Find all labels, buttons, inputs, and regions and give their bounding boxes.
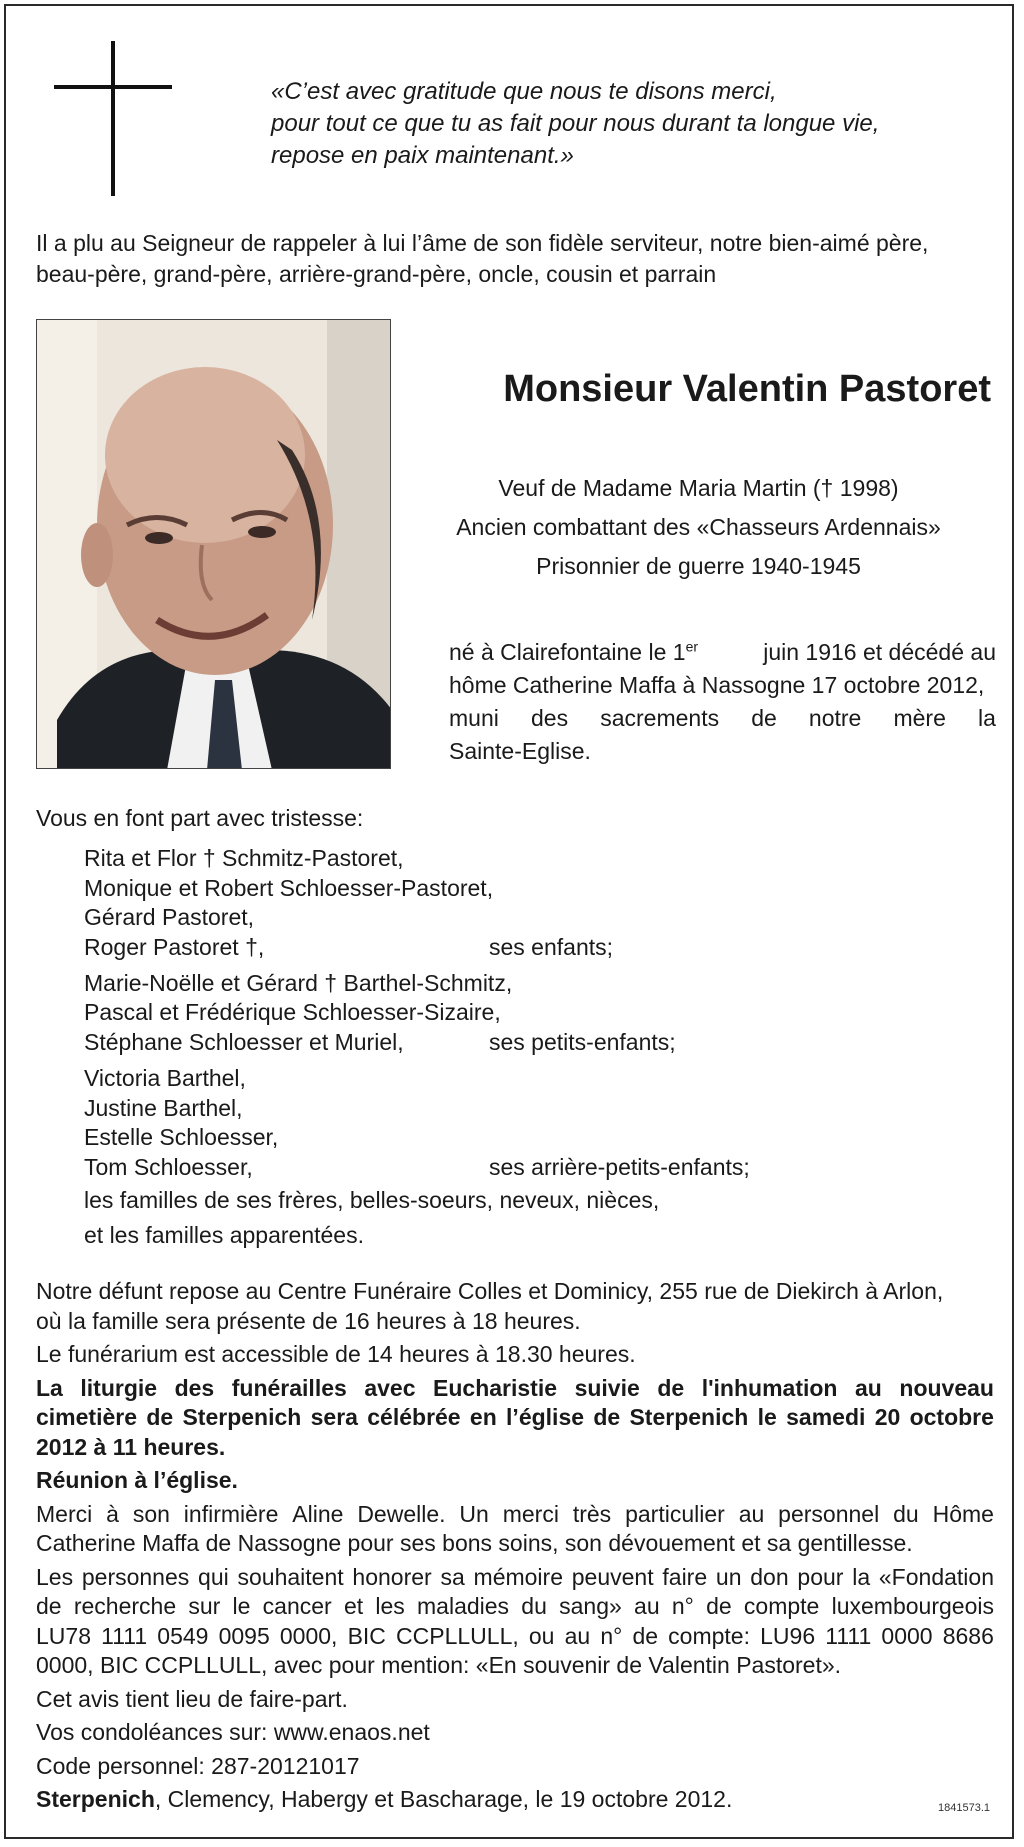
repose-line: Notre défunt repose au Centre Funéraire Colles et Dominicy, 255 rue de Diekirch à Arlon, — [36, 1278, 944, 1304]
widower-line: Veuf de Madame Maria Martin († 1998) — [498, 475, 899, 501]
extended-family-line: et les familles apparentées. — [84, 1221, 364, 1248]
funeral-details — [36, 1277, 994, 1781]
announcement-heading: Vous en font part avec tristesse: — [36, 805, 364, 831]
donation-line: Les personnes qui souhaitent honorer sa mémoire peuvent faire un don pour la «Fondation — [36, 1563, 994, 1590]
reunion-line: Réunion à l’église. — [36, 1467, 238, 1493]
thanks-line: Catherine Maffa de Nassogne pour ses bons soins, son dévouement et sa gentillesse. — [36, 1530, 913, 1556]
quote-line: pour tout ce que tu as fait pour nous durant ta longue vie, — [271, 110, 880, 137]
extended-family-line: les familles de ses frères, belles-soeurs, neveux, nièces, — [84, 1186, 660, 1213]
sacraments-line: muni des sacrements de notre mère la — [449, 705, 996, 731]
liturgy-line: La liturgie des funérailles avec Eucharistie suivie de l'inhumation au nouveau — [36, 1374, 994, 1401]
prisoner-line: Prisonnier de guerre 1940-1945 — [536, 553, 861, 579]
family-member: Roger Pastoret †, ses enfants; — [84, 933, 984, 963]
family-member: Stéphane Schloesser et Muriel, ses petits-enfants; — [84, 1028, 984, 1058]
death-line: hôme Catherine Maffa à Nassogne 17 octobre 2012, — [449, 672, 985, 698]
portrait-illustration — [37, 320, 391, 769]
family-member: Rita et Flor † Schmitz-Pastoret, — [84, 845, 404, 871]
cross-icon-bar — [54, 85, 172, 89]
quote-line: «C’est avec gratitude que nous te disons merci, — [271, 78, 777, 105]
donation-line: LU78 1111 0549 0095 0000, BIC CCPLLULL, ou au n° de compte: LU96 1111 0000 8686 — [36, 1622, 994, 1649]
cross-icon — [111, 41, 115, 196]
relation-label: ses arrière-petits-enfants; — [489, 1153, 750, 1180]
deceased-details — [426, 469, 971, 586]
veteran-line: Ancien combattant des «Chasseurs Ardennais» — [456, 514, 941, 540]
family-member: Justine Barthel, — [84, 1094, 243, 1121]
family-member: Marie-Noëlle et Gérard † Barthel-Schmitz, — [84, 969, 513, 996]
birth-text: né à Clairefontaine le 1er — [449, 638, 699, 665]
liturgy-line: 2012 à 11 heures. — [36, 1433, 226, 1460]
signature-line — [36, 1784, 732, 1814]
donation-line: de recherche sur le cancer et les maladies du sang» au n° de compte luxembourgeois — [36, 1593, 994, 1619]
relation-label: ses petits-enfants; — [489, 1029, 676, 1056]
repose-line: où la famille sera présente de 16 heures à 18 heures. — [36, 1307, 581, 1334]
family-member: Gérard Pastoret, — [84, 904, 255, 931]
family-list — [84, 844, 984, 1253]
reference-number: 1841573.1 — [938, 1802, 990, 1814]
portrait-photo — [36, 319, 391, 769]
church-line: Sainte-Eglise. — [449, 738, 591, 764]
family-member: Monique et Robert Schloesser-Pastoret, — [84, 874, 494, 901]
intro-line: Il a plu au Seigneur de rappeler à lui l’âme de son fidèle serviteur, notre bien-aimé père, — [36, 230, 929, 256]
birth-text-rest: juin 1916 et décédé au — [763, 639, 996, 665]
family-member: Victoria Barthel, — [84, 1064, 246, 1091]
thanks-line: Merci à son infirmière Aline Dewelle. Un merci très particulier au personnel du Hôme — [36, 1500, 994, 1527]
family-member: Estelle Schloesser, — [84, 1124, 279, 1151]
deceased-name: Monsieur Valentin Pastoret — [503, 368, 991, 410]
signature-rest: , Clemency, Habergy et Bascharage, le 19 octobre 2012. — [154, 1786, 733, 1812]
relation-label: ses enfants; — [489, 934, 614, 961]
obituary-notice — [4, 4, 1014, 1839]
hours-line: Le funérarium est accessible de 14 heures à 18.30 heures. — [36, 1341, 636, 1367]
quote-line: repose en paix maintenant.» — [271, 142, 574, 169]
birth-death-paragraph — [449, 636, 996, 768]
condolences-line: Vos condoléances sur: www.enaos.net — [36, 1719, 430, 1745]
birth-line — [449, 636, 996, 669]
epigraph-quote — [271, 76, 879, 172]
family-member: Pascal et Frédérique Schloesser-Sizaire, — [84, 999, 501, 1026]
notice-line: Cet avis tient lieu de faire-part. — [36, 1685, 348, 1712]
family-member: Tom Schloesser, ses arrière-petits-enfants; — [84, 1153, 984, 1183]
intro-line: beau-père, grand-père, arrière-grand-père, oncle, cousin et parrain — [36, 261, 717, 287]
donation-line: 0000, BIC CCPLLULL, avec pour mention: «En souvenir de Valentin Pastoret». — [36, 1652, 842, 1678]
liturgy-line: cimetière de Sterpenich sera célébrée en l’église de Sterpenich le samedi 20 octobre — [36, 1404, 994, 1430]
signature-place: Sterpenich — [36, 1786, 155, 1812]
personal-code-line: Code personnel: 287-20121017 — [36, 1752, 360, 1779]
intro-paragraph — [36, 228, 996, 290]
